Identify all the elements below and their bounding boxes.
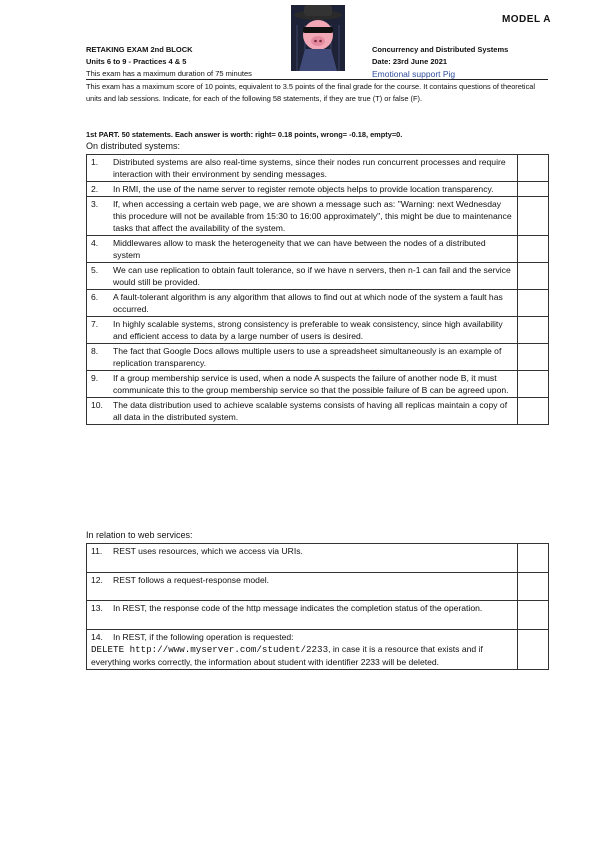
answer-cell[interactable] bbox=[518, 182, 549, 197]
question-text: A fault-tolerant algorithm is any algorithm that allows to find out at which node of the system a fault has occurred. bbox=[113, 292, 503, 314]
question-row bbox=[87, 344, 549, 371]
code-snippet: DELETE http://www.myserver.com/student/2233 bbox=[91, 644, 329, 655]
question-row bbox=[87, 371, 549, 398]
part-1-heading: 1st PART. 50 statements. Each answer is worth: right= 0.18 points, wrong= -0.18, empty=0. bbox=[86, 130, 403, 139]
answer-cell[interactable] bbox=[518, 263, 549, 290]
question-number: 1. bbox=[91, 157, 99, 167]
question-number: 9. bbox=[91, 373, 99, 383]
question-number: 6. bbox=[91, 292, 99, 302]
answer-cell[interactable] bbox=[518, 398, 549, 425]
question-row bbox=[87, 398, 549, 425]
question-text: Distributed systems are also real-time systems, since their nodes run concurrent processes and require interaction with their environment by sending messages. bbox=[113, 157, 506, 179]
answer-cell[interactable] bbox=[518, 371, 549, 398]
answer-cell[interactable] bbox=[518, 236, 549, 263]
question-row bbox=[87, 290, 549, 317]
course-name: Concurrency and Distributed Systems bbox=[372, 45, 509, 54]
question-text: REST follows a request-response model. bbox=[113, 575, 270, 585]
question-text: In highly scalable systems, strong consistency is preferable to weak consistency, since high availability and efficient access to data by a large number of users is desired. bbox=[113, 319, 503, 341]
question-number: 2. bbox=[91, 184, 99, 194]
question-row bbox=[87, 197, 549, 236]
question-row bbox=[87, 263, 549, 290]
question-row bbox=[87, 317, 549, 344]
question-number: 10. bbox=[91, 400, 103, 410]
answer-cell[interactable] bbox=[518, 630, 549, 670]
question-row bbox=[87, 630, 549, 670]
questions-table-1 bbox=[86, 154, 549, 425]
question-row bbox=[87, 573, 549, 601]
question-text: In REST, the response code of the http message indicates the completion status of the operation. bbox=[113, 603, 483, 613]
question-row bbox=[87, 155, 549, 182]
answer-cell[interactable] bbox=[518, 290, 549, 317]
header-right bbox=[372, 44, 508, 80]
question-text: In REST, if the following operation is requested: bbox=[113, 632, 294, 642]
question-number: 5. bbox=[91, 265, 99, 275]
section-web-services: In relation to web services: bbox=[86, 530, 193, 540]
question-text: If, when accessing a certain web page, we are shown a message such as: "Warning: next Wednesday this procedure will not be available from 15:30 to 16:00 approximately", this might be due to maintenance tasks that affect the availability of the system. bbox=[113, 199, 512, 233]
question-text: REST uses resources, which we access via URIs. bbox=[113, 546, 303, 556]
question-text: Middlewares allow to mask the heterogeneity that we can have between the nodes of a distributed system bbox=[113, 238, 486, 260]
question-number: 4. bbox=[91, 238, 99, 248]
answer-cell[interactable] bbox=[518, 573, 549, 601]
question-text: If a group membership service is used, when a node A suspects the failure of another node B, it must communicate this to the group membership service so that the possible failure of B can be agreed upon. bbox=[113, 373, 509, 395]
question-number: 14. bbox=[91, 632, 103, 642]
question-text: We can use replication to obtain fault tolerance, so if we have n servers, then n-1 can fail and the service would still be provided. bbox=[113, 265, 511, 287]
section-distributed-systems: On distributed systems: bbox=[86, 141, 181, 151]
question-number: 7. bbox=[91, 319, 99, 329]
question-row bbox=[87, 544, 549, 573]
pig-detective-icon bbox=[291, 5, 345, 71]
question-text-continued: , in case it is a resource that exists and if everything works correctly, the information about student with identifier 2233 will be deleted. bbox=[91, 644, 483, 667]
support-caption: Emotional support Pig bbox=[372, 69, 456, 79]
question-text: In RMI, the use of the name server to register remote objects helps to provide location transparency. bbox=[113, 184, 494, 194]
answer-cell[interactable] bbox=[518, 544, 549, 573]
question-number: 8. bbox=[91, 346, 99, 356]
question-text: The fact that Google Docs allows multiple users to use a spreadsheet simultaneously is an example of replication transparency. bbox=[113, 346, 502, 368]
question-row bbox=[87, 601, 549, 630]
question-row bbox=[87, 182, 549, 197]
exam-title: RETAKING EXAM 2nd BLOCK bbox=[86, 45, 193, 54]
exam-instructions: This exam has a maximum score of 10 points, equivalent to 3.5 points of the final grade for the course. It contains questions of theoretical units and lab sessions. Indicate, for each of the following 58 statements, if they are true (T) or false (F). bbox=[86, 82, 536, 103]
answer-cell[interactable] bbox=[518, 197, 549, 236]
question-row bbox=[87, 236, 549, 263]
header-divider bbox=[86, 79, 548, 80]
header-left bbox=[86, 44, 252, 80]
question-number: 3. bbox=[91, 199, 99, 209]
exam-duration: This exam has a maximum duration of 75 minutes bbox=[86, 69, 252, 78]
question-text: The data distribution used to achieve scalable systems consists of having all replicas maintain a copy of all data in the distributed system. bbox=[113, 400, 508, 422]
question-number: 11. bbox=[91, 546, 103, 556]
answer-cell[interactable] bbox=[518, 155, 549, 182]
exam-units: Units 6 to 9 - Practices 4 & 5 bbox=[86, 57, 187, 66]
model-label: MODEL A bbox=[501, 14, 551, 25]
answer-cell[interactable] bbox=[518, 601, 549, 630]
answer-cell[interactable] bbox=[518, 317, 549, 344]
question-number: 13. bbox=[91, 603, 103, 613]
answer-cell[interactable] bbox=[518, 344, 549, 371]
questions-table-2 bbox=[86, 543, 549, 670]
exam-date: Date: 23rd June 2021 bbox=[372, 57, 448, 66]
question-number: 12. bbox=[91, 575, 103, 585]
